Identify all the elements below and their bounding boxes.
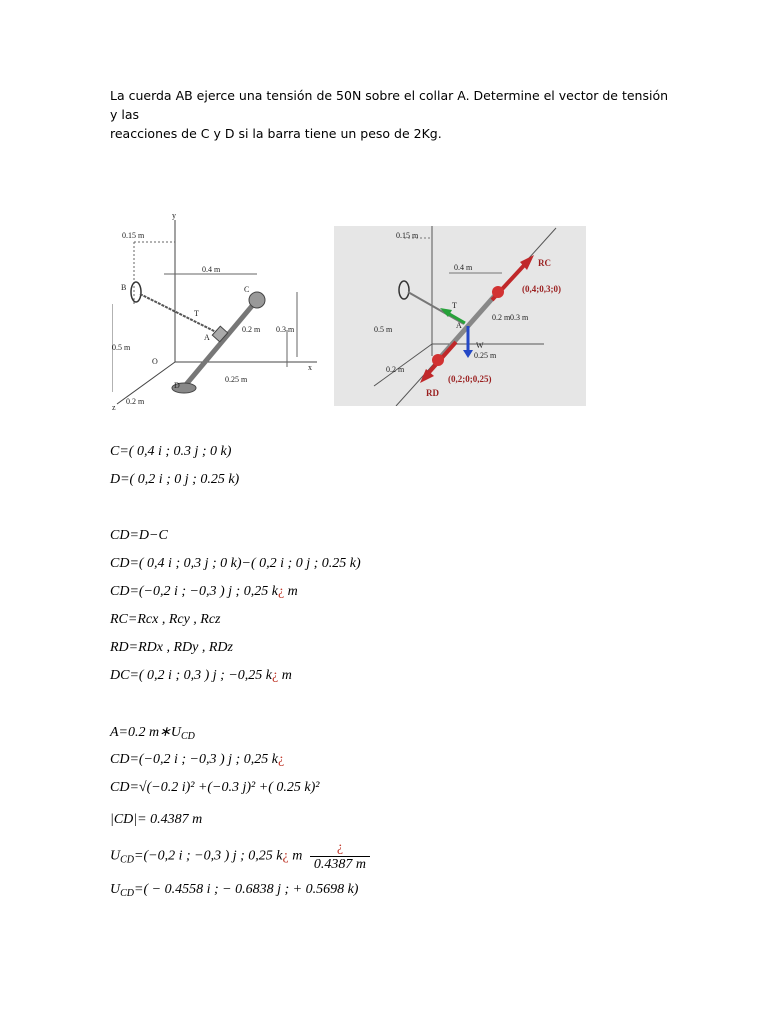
figure-right (334, 226, 586, 406)
eq-ucd-rest: =(−0,2 i ; −0,3 ) j ; 0,25 k (134, 848, 283, 864)
fig-left-label-y: y (172, 212, 176, 220)
fig-right-label-04: 0.4 m (454, 263, 473, 272)
eq-cd-abs: |CD|= 0.4387 m (110, 812, 203, 827)
eq-ucd (110, 840, 370, 873)
fig-right-label-c-coords: (0,4;0,3;0) (522, 284, 561, 294)
eq-ucd-denominator: 0.4387 m (313, 857, 366, 872)
problem-statement (110, 86, 670, 143)
fig-right-label-a: A (456, 321, 462, 330)
eq-ucd-u: U (110, 848, 121, 864)
fig-right-label-rc: RC (538, 258, 551, 268)
fig-right-label-02: 0.2 m (492, 313, 511, 322)
eq-ucd-result-rest: =( − 0.4558 i ; − 0.6838 j ; + 0.5698 k) (134, 882, 359, 897)
eq-cd-result-mark: ¿ (277, 584, 285, 599)
eq-rc: RC=Rcx , Rcy , Rcz (110, 612, 221, 627)
fig-right-label-05: 0.5 m (374, 325, 393, 334)
fig-left-label-02b: 0.2 m (126, 397, 145, 406)
eq-ucd-result-u: U (110, 882, 121, 897)
eq-ucd-fraction (310, 840, 370, 873)
eq-dc (110, 668, 292, 684)
fig-right-label-rd: RD (426, 388, 439, 398)
eq-cd-sub: CD=( 0,4 i ; 0,3 j ; 0 k)−( 0,2 i ; 0 j ; 0.25 k) (110, 556, 361, 571)
figure-left-drawing (112, 212, 324, 412)
fig-left-label-05: 0.5 m (112, 343, 131, 352)
eq-c-point: C=( 0,4 i ; 0.3 j ; 0 k) (110, 444, 232, 459)
fig-left-label-z: z (112, 403, 116, 412)
eq-rd: RD=RDx , RDy , RDz (110, 640, 233, 655)
eq-cd-vector-text: CD=(−0,2 i ; −0,3 ) j ; 0,25 k (110, 752, 278, 767)
eq-ucd-mark: ¿ (282, 848, 289, 864)
problem-line-2: reacciones de C y D si la barra tiene un peso de 2Kg. (110, 126, 442, 141)
fig-right-label-015: 0.15 m (396, 231, 419, 240)
figure-right-drawing (334, 226, 586, 406)
eq-cd-result (110, 584, 298, 600)
eq-d-point: D=( 0,2 i ; 0 j ; 0.25 k) (110, 472, 240, 487)
fig-right-label-03: 0.3 m (510, 313, 529, 322)
fig-left-label-025: 0.25 m (225, 375, 248, 384)
fig-right-label-w: W (476, 341, 484, 350)
fig-left-label-x: x (308, 363, 312, 372)
eq-cd-vector-mark: ¿ (277, 752, 285, 767)
eq-dc-mark: ¿ (271, 668, 279, 683)
eq-dc-unit: m (281, 668, 292, 683)
figure-left (112, 212, 324, 412)
fig-left-label-b: B (121, 283, 127, 292)
eq-cd-magnitude: CD=√(−0.2 i)² +(−0.3 j)² +( 0.25 k)² (110, 780, 320, 795)
eq-dc-text: DC=( 0,2 i ; 0,3 ) j ; −0,25 k (110, 668, 272, 683)
fig-right-label-t: T (452, 301, 457, 310)
eq-cd-vector (110, 752, 284, 768)
problem-line-1: La cuerda AB ejerce una tensión de 50N sobre el collar A. Determine el vector de tensión y las (110, 88, 669, 122)
eq-ucd-result (110, 882, 358, 899)
eq-cd-result-unit: m (287, 584, 298, 599)
eq-ucd-numerator: ¿ (310, 840, 370, 857)
eq-ucd-sub: CD (120, 854, 135, 866)
fig-left-label-04: 0.4 m (202, 265, 221, 274)
fig-left-label-03: 0.3 m (276, 325, 295, 334)
fig-left-label-o: O (152, 357, 158, 366)
fig-right-label-d-coords: (0,2;0;0,25) (448, 374, 492, 384)
fig-right-label-025: 0.25 m (474, 351, 497, 360)
eq-cd-result-text: CD=(−0,2 i ; −0,3 ) j ; 0,25 k (110, 584, 278, 599)
fig-left-label-c: C (244, 285, 250, 294)
fig-left-label-d: D (174, 381, 180, 390)
fig-left-label-02: 0.2 m (242, 325, 261, 334)
fig-left-label-015: 0.15 m (122, 231, 145, 240)
eq-ucd-unit: m (292, 848, 303, 864)
eq-ucd-result-sub: CD (120, 888, 135, 899)
eq-a (110, 724, 195, 742)
eq-a-sub: CD (180, 731, 195, 742)
fig-left-label-t: T (194, 309, 199, 318)
fig-right-label-02b: 0.2 m (386, 365, 405, 374)
eq-cd-def: CD=D−C (110, 528, 168, 543)
eq-a-text: A=0.2 m∗U (110, 725, 181, 740)
fig-left-label-a: A (204, 333, 210, 342)
